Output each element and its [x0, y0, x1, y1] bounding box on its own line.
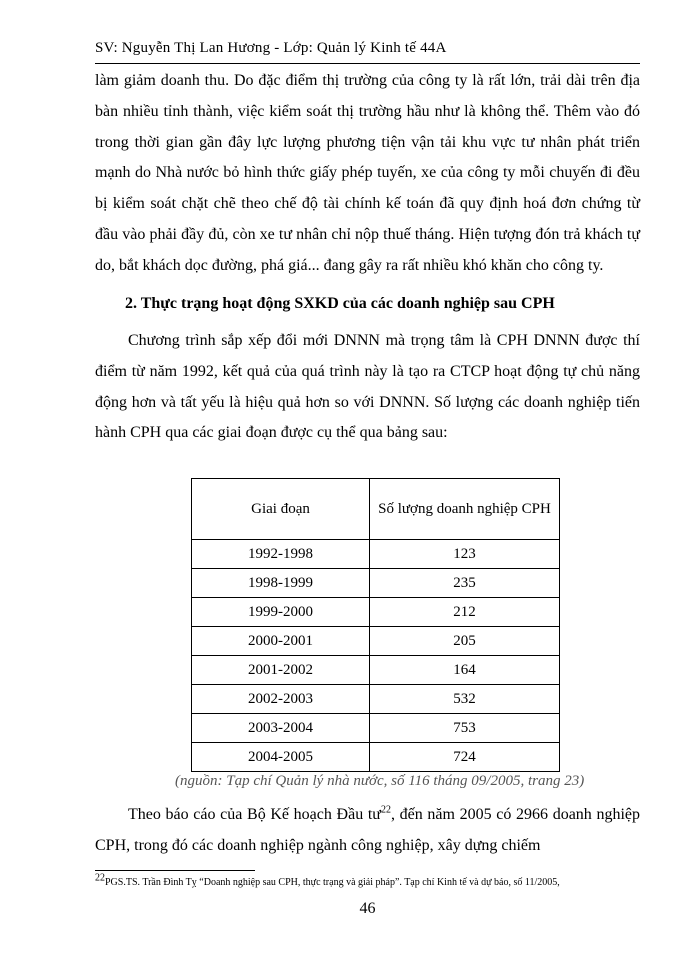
period-cell: 2002-2003 — [192, 685, 370, 714]
column-header-period: Giai đoạn — [192, 479, 370, 540]
footnote-text: PGS.TS. Trần Đình Tỵ “Doanh nghiệp sau CPH, thực trạng và giải pháp”. Tạp chí Kinh tế và dự báo, số 11/2005, — [105, 877, 560, 888]
header-rule — [95, 63, 640, 64]
count-cell: 532 — [370, 685, 560, 714]
cph-table — [191, 478, 560, 772]
table-row — [192, 598, 560, 627]
period-cell: 1992-1998 — [192, 540, 370, 569]
count-cell: 212 — [370, 598, 560, 627]
footnote — [95, 872, 655, 888]
table-header-row — [192, 479, 560, 540]
footnote-rule — [95, 870, 255, 871]
count-cell: 235 — [370, 569, 560, 598]
table-row — [192, 714, 560, 743]
period-cell: 2001-2002 — [192, 656, 370, 685]
count-cell: 123 — [370, 540, 560, 569]
table-row — [192, 685, 560, 714]
count-cell: 753 — [370, 714, 560, 743]
footnote-number: 22 — [95, 872, 105, 884]
table-row — [192, 540, 560, 569]
paragraph-text-end: , đến năm 2005 có 2966 doanh nghiệp CPH, trong đó các doanh nghiệp ngành công nghiệp, xây dựng chiếm — [95, 806, 641, 854]
table-row — [192, 743, 560, 772]
paragraph-market-control: làm giảm doanh thu. Do đặc điểm thị trường của công ty là rất lớn, trải dài trên địa bàn nhiều tỉnh thành, việc kiểm soát thị trường hầu như là không thể. Thêm vào đó trong thời gian gần đây lực lượng phương tiện vận tải khu vực tư nhân phát triển mạnh do Nhà nước bỏ hình thức giấy phép tuyến, xe của công ty mỗi chuyến đi đều bị kiểm soát chặt chẽ theo chế độ tài chính kế toán đã quy định hoá đơn chứng từ đầu vào phải đầy đủ, còn xe tư nhân chỉ nộp thuế tháng. Hiện tượng đón trả khách tự do, bắt khách dọc đường, phá giá... đang gây ra rất nhiều khó khăn cho công ty. — [95, 72, 640, 274]
period-cell: 2004-2005 — [192, 743, 370, 772]
table-row — [192, 627, 560, 656]
footnote-reference: 22 — [380, 804, 391, 816]
page-header: SV: Nguyễn Thị Lan Hương - Lớp: Quản lý Kinh tế 44A — [95, 40, 447, 56]
count-cell: 205 — [370, 627, 560, 656]
table-source-note: (nguồn: Tạp chí Quản lý nhà nước, số 116 tháng 09/2005, trang 23) — [175, 773, 585, 789]
table-row — [192, 569, 560, 598]
period-cell: 2000-2001 — [192, 627, 370, 656]
section-heading: 2. Thực trạng hoạt động SXKD của các doanh nghiệp sau CPH — [125, 295, 555, 312]
paragraph-text-start: Theo báo cáo của Bộ Kế hoạch Đầu tư — [128, 806, 381, 823]
count-cell: 724 — [370, 743, 560, 772]
period-cell: 2003-2004 — [192, 714, 370, 743]
period-cell: 1999-2000 — [192, 598, 370, 627]
column-header-count: Số lượng doanh nghiệp CPH — [370, 479, 560, 540]
page-number: 46 — [359, 900, 376, 917]
count-cell: 164 — [370, 656, 560, 685]
paragraph-mpi-report — [95, 800, 640, 862]
paragraph-cph-program: Chương trình sắp xếp đổi mới DNNN mà trọng tâm là CPH DNNN được thí điểm từ năm 1992, kết quả của quá trình này là tạo ra CTCP hoạt động tự chủ năng động hơn và tất yếu là hiệu quả hơn so với DNNN. Số lượng các doanh nghiệp tiến hành CPH qua các giai đoạn được cụ thể qua bảng sau: — [95, 332, 640, 442]
table-row — [192, 656, 560, 685]
period-cell: 1998-1999 — [192, 569, 370, 598]
